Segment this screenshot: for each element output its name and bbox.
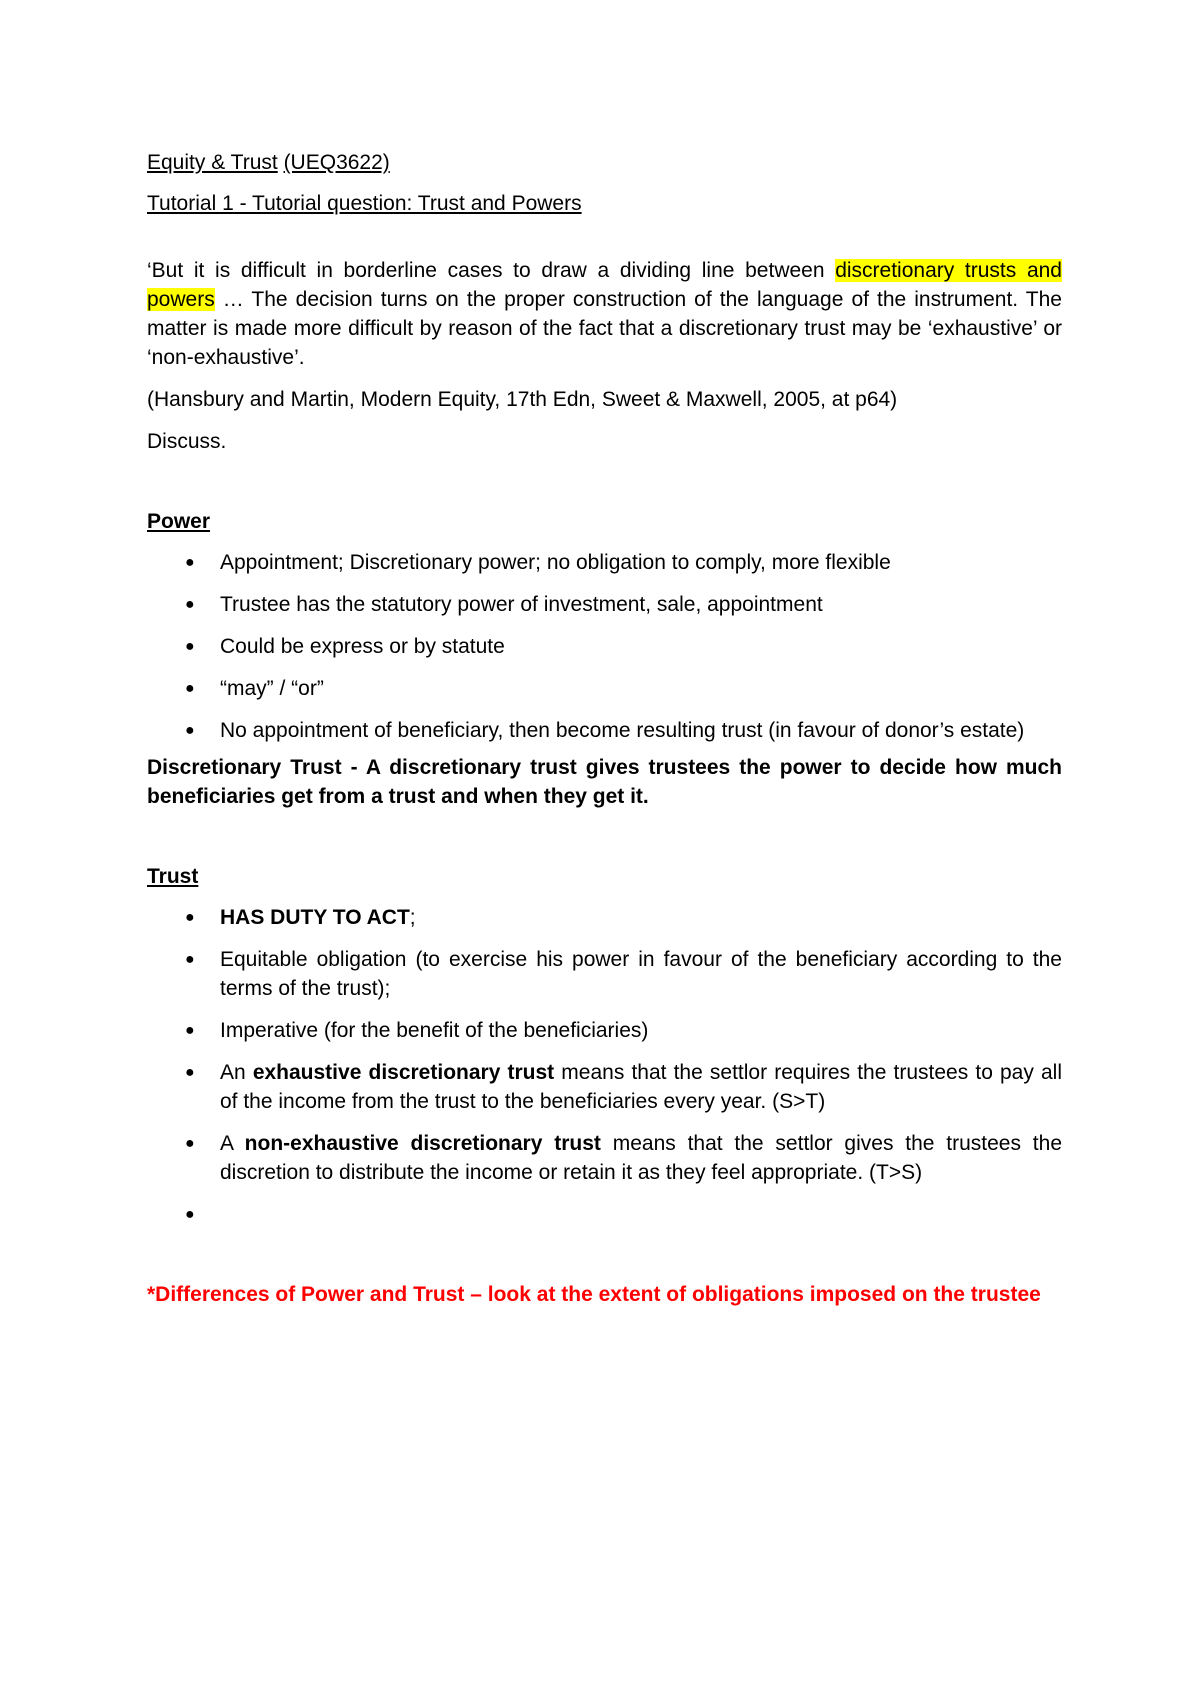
power-heading: Power xyxy=(147,510,211,533)
list-item-text: No appointment of beneficiary, then become resulting trust (in favour of donor’s estate) xyxy=(220,719,1025,742)
power-list xyxy=(147,548,1062,745)
list-item-text: A xyxy=(220,1132,245,1155)
list-item xyxy=(147,1016,1062,1045)
course-code: (UEQ3622) xyxy=(283,151,390,174)
bullet-icon: ● xyxy=(185,1206,195,1223)
spacer xyxy=(147,414,1062,427)
list-item-text: “may” / “or” xyxy=(220,677,324,700)
list-item-text xyxy=(220,1203,226,1226)
list-item-bold: exhaustive discretionary trust xyxy=(252,1061,555,1084)
trust-heading: Trust xyxy=(147,865,199,888)
document-page xyxy=(147,148,1062,1309)
list-item xyxy=(147,716,1062,745)
list-item-text: Imperative (for the benefit of the beneficiaries) xyxy=(220,1019,649,1042)
bullet-icon: ● xyxy=(185,1064,195,1081)
spacer xyxy=(147,218,1062,256)
list-item xyxy=(147,945,1062,1003)
bullet-icon: ● xyxy=(185,680,195,697)
bullet-icon: ● xyxy=(185,1135,195,1152)
trust-list xyxy=(147,903,1062,1229)
bullet-icon: ● xyxy=(185,554,195,571)
quote-part-2: … The decision turns on the proper construction of the language of the instrument. The matter is made more difficult by reason of the fact that a discretionary trust may be ‘exhaustive’ or ‘non-exhaustive’. xyxy=(147,288,1062,369)
discuss-instruction: Discuss. xyxy=(147,430,227,453)
bullet-icon: ● xyxy=(185,596,195,613)
course-title: Equity & Trust xyxy=(147,151,278,174)
spacer xyxy=(147,811,1062,849)
list-item xyxy=(147,548,1062,577)
spacer xyxy=(147,1242,1062,1280)
list-item-text: Equitable obligation (to exercise his power in favour of the beneficiary according to the terms of the trust); xyxy=(220,948,1062,1000)
discretionary-trust-note: Discretionary Trust - A discretionary trust gives trustees the power to decide how much beneficiaries get from a trust and when they get it. xyxy=(147,756,1062,808)
conclusion-note: *Differences of Power and Trust – look at the extent of obligations imposed on the trustee xyxy=(147,1283,1041,1306)
list-item xyxy=(147,1200,1062,1229)
list-item-text: Trustee has the statutory power of investment, sale, appointment xyxy=(220,593,823,616)
list-item-text: ; xyxy=(409,906,416,929)
spacer xyxy=(147,849,1062,862)
list-item-text: means that the settlor requires the trustees to pay all of the income from the trust to the beneficiaries every year. (S>T) xyxy=(220,1061,1062,1113)
list-item-text: Appointment; Discretionary power; no obligation to comply, more flexible xyxy=(220,551,891,574)
list-item xyxy=(147,1058,1062,1116)
list-item xyxy=(147,632,1062,661)
bullet-icon: ● xyxy=(185,722,195,739)
quote-part-1: ‘But it is difficult in borderline cases to draw a dividing line between xyxy=(147,259,836,282)
spacer xyxy=(147,494,1062,507)
bullet-icon: ● xyxy=(185,638,195,655)
list-item xyxy=(147,1129,1062,1187)
course-heading xyxy=(147,148,1062,177)
bullet-icon: ● xyxy=(185,951,195,968)
tutorial-title: Tutorial 1 - Tutorial question: Trust and Powers xyxy=(147,192,582,215)
quote-citation: (Hansbury and Martin, Modern Equity, 17th Edn, Sweet & Maxwell, 2005, at p64) xyxy=(147,388,898,411)
list-item xyxy=(147,590,1062,619)
list-item-bold: HAS DUTY TO ACT xyxy=(220,906,410,929)
bullet-icon: ● xyxy=(185,909,195,926)
list-item xyxy=(147,674,1062,703)
list-item-text: Could be express or by statute xyxy=(220,635,505,658)
spacer xyxy=(147,372,1062,385)
list-item-text: means that the settlor gives the trustees the discretion to distribute the income or retain it as they feel appropriate. (T>S) xyxy=(220,1132,1062,1184)
spacer xyxy=(147,456,1062,494)
quote-highlight: discretionary trusts and powers xyxy=(147,259,1062,311)
bullet-icon: ● xyxy=(185,1022,195,1039)
quote-paragraph xyxy=(147,256,1062,372)
list-item-text: An xyxy=(220,1061,253,1084)
list-item xyxy=(147,903,1062,932)
list-item-bold: non-exhaustive discretionary trust xyxy=(244,1132,601,1155)
